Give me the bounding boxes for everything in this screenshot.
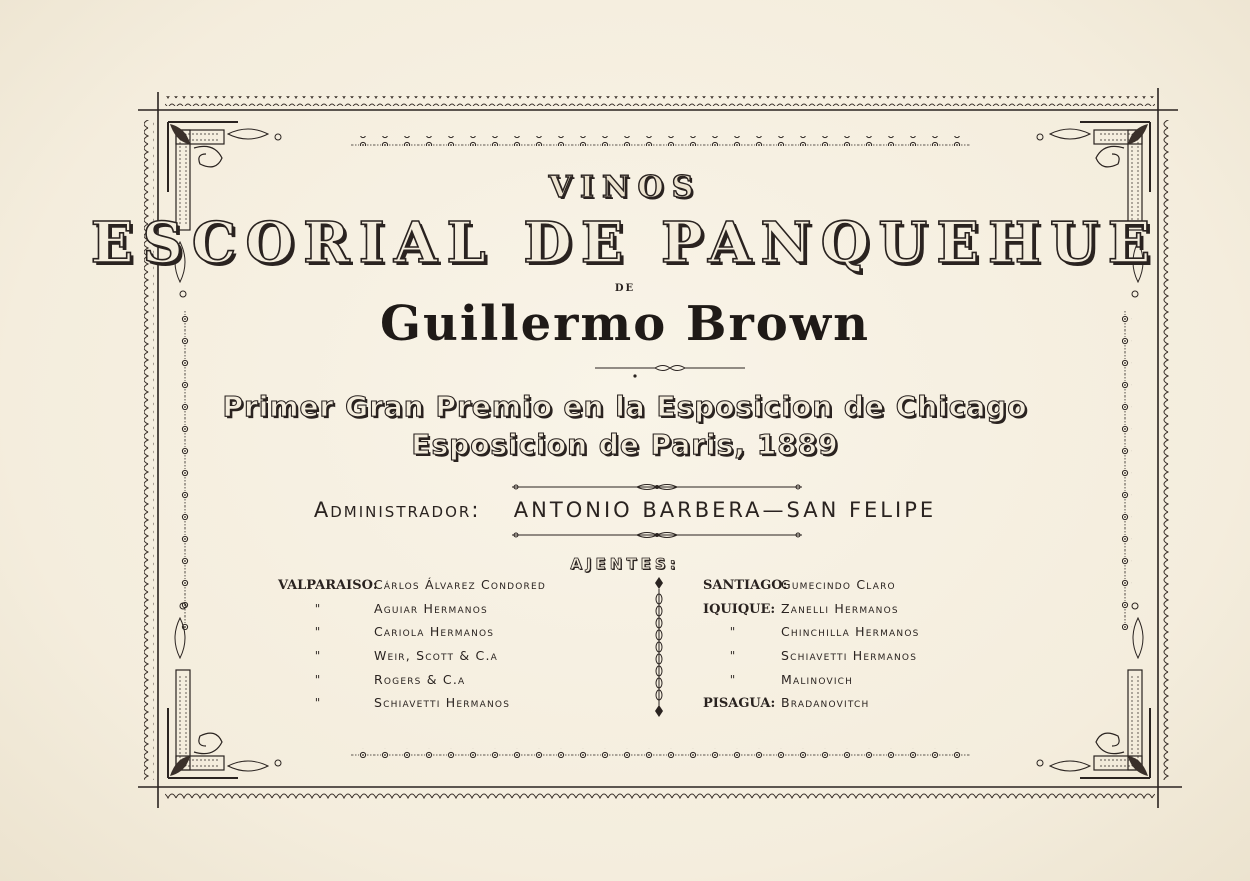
list-item (278, 601, 546, 625)
list-item (703, 695, 920, 719)
agent-name: Cariola Hermanos (374, 624, 495, 640)
agent-name: Rogers & C.a (374, 671, 466, 687)
ditto-mark: " (729, 649, 737, 664)
agents-heading: AJENTES: (570, 555, 680, 573)
award-paris: Esposicion de Paris, 1889 (411, 428, 839, 461)
agent-name: Weir, Scott & C.a (374, 648, 498, 664)
agent-city: SANTIAGO: (703, 578, 788, 593)
agent-name: Bradanovitch (781, 695, 870, 711)
agent-city: IQUIQUE: (703, 601, 776, 617)
ditto-mark: " (729, 625, 737, 640)
administrator-label: Administrador: (313, 498, 481, 522)
list-item (278, 577, 546, 601)
list-item (703, 672, 920, 696)
list-item (278, 648, 546, 672)
ditto-mark: " (729, 672, 737, 687)
de-label: DE (614, 283, 636, 294)
administrator-value: ANTONIO BARBERA—SAN FELIPE (513, 498, 937, 522)
ditto-mark: " (314, 601, 322, 616)
ditto-mark: " (314, 649, 322, 664)
agent-name: Gumecindo Claro (781, 577, 896, 592)
award-chicago: Primer Gran Premio en la Esposicion de Chicago (222, 390, 1028, 423)
brand-title: ESCORIAL DE PANQUEHUE (90, 210, 1160, 276)
list-item (703, 601, 920, 625)
ditto-mark: " (314, 625, 322, 640)
agents-left-list (278, 577, 546, 719)
administrator-line (0, 498, 1250, 522)
agent-name: Zanelli Hermanos (781, 600, 899, 616)
agent-name: Aguiar Hermanos (374, 600, 488, 616)
list-item (278, 695, 546, 719)
list-item (278, 672, 546, 696)
ditto-mark: " (314, 672, 322, 687)
agent-name: Schiavetti Hermanos (781, 648, 918, 664)
agents-right-list (703, 577, 920, 719)
list-item (278, 624, 546, 648)
agent-city: PISAGUA: (703, 696, 776, 712)
agent-city: VALPARAISO: (278, 578, 378, 593)
vinos-heading: VINOS (548, 170, 702, 205)
ditto-mark: " (314, 696, 322, 711)
list-item (703, 577, 920, 601)
agent-name: Chinchilla Hermanos (781, 624, 920, 640)
agent-name: Cárlos Álvarez Condored (374, 577, 547, 592)
list-item (703, 648, 920, 672)
agent-name: Schiavetti Hermanos (374, 695, 511, 711)
agent-name: Malinovich (781, 671, 854, 687)
list-item (703, 624, 920, 648)
owner-name: Guillermo Brown (379, 296, 871, 352)
